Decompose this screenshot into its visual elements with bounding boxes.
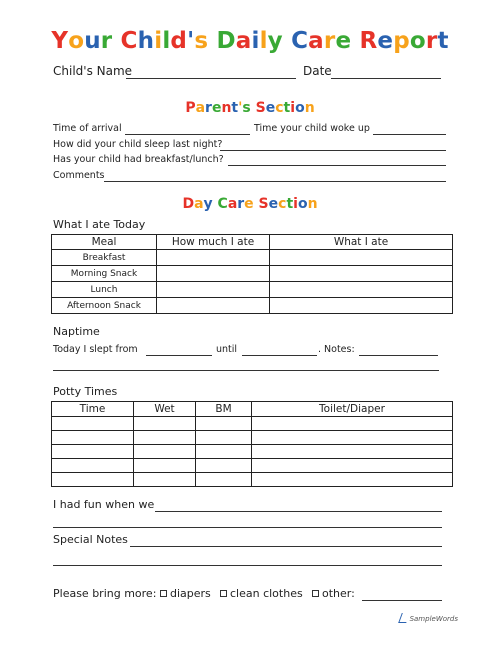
childs-name-label: Child's Name [53,64,133,78]
letter: o [409,28,426,54]
time-cell[interactable] [52,459,134,473]
bm-cell[interactable] [196,473,252,487]
letter: e [268,196,279,212]
letter: t [283,100,291,116]
meal-breakfast: Breakfast [52,250,157,266]
had-fun-line[interactable] [155,511,442,512]
toilet-diaper-cell[interactable] [252,417,453,431]
how-much-cell[interactable] [157,282,270,298]
letter: P [185,100,196,116]
table-row [52,417,453,431]
bm-cell[interactable] [196,417,252,431]
sleep-answer-line[interactable] [220,150,446,151]
checkbox-icon[interactable] [312,590,319,597]
breakfast-answer-line[interactable] [228,165,446,166]
letter: r [323,28,336,54]
letter: o [297,196,308,212]
what-ate-cell[interactable] [270,282,453,298]
bm-cell[interactable] [196,445,252,459]
wet-cell[interactable] [134,459,196,473]
bm-header: BM [196,402,252,417]
table-row [52,459,453,473]
what-ate-cell[interactable] [270,250,453,266]
letter: p [393,28,410,54]
toilet-diaper-cell[interactable] [252,459,453,473]
had-fun-line-2[interactable] [53,527,442,528]
letter: C [120,28,138,54]
bm-cell[interactable] [196,459,252,473]
bring-diapers-option[interactable] [160,587,211,600]
letter: y [267,28,283,54]
letter: s [194,28,209,54]
table-row [52,445,453,459]
had-fun-label: I had fun when we [53,498,155,511]
letter: e [377,28,394,54]
table-row [52,282,453,298]
letter: R [359,28,378,54]
meal-header: Meal [52,235,157,250]
letter: r [425,28,438,54]
letter: d [170,28,188,54]
potty-times-label: Potty Times [53,385,118,398]
letter: n [221,100,232,116]
letter: S [255,100,266,116]
letter: r [205,100,212,116]
wet-header: Wet [134,402,196,417]
until-label: until [216,344,238,355]
wet-cell[interactable] [134,445,196,459]
breakfast-question-label: Has your child had breakfast/lunch? [53,154,224,165]
bring-other-option[interactable] [312,587,355,600]
time-cell[interactable] [52,417,134,431]
meal-afternoon-snack: Afternoon Snack [52,298,157,314]
time-header: Time [52,402,134,417]
how-much-cell[interactable] [157,298,270,314]
slept-from-label: Today I slept from [53,344,138,355]
letter [208,28,216,54]
letter: C [291,28,309,54]
how-much-cell[interactable] [157,266,270,282]
letter: a [195,100,206,116]
potty-table [51,401,453,487]
childs-name-line[interactable] [126,78,296,79]
time-woke-up-label: Time your child woke up [254,123,370,134]
letter: i [290,100,296,116]
letter: a [227,196,238,212]
letter: D [182,196,195,212]
time-cell[interactable] [52,445,134,459]
meal-morning-snack: Morning Snack [52,266,157,282]
samplewords-logo [400,613,458,623]
what-ate-cell[interactable] [270,266,453,282]
wet-cell[interactable] [134,417,196,431]
table-row [52,266,453,282]
letter: C [217,196,228,212]
daycare-section-heading [0,196,500,212]
special-notes-label: Special Notes [53,533,128,546]
sleep-question-label: How did your child sleep last night? [53,139,223,150]
date-line[interactable] [331,78,441,79]
bring-clean-clothes-option[interactable] [220,587,303,600]
letter: t [286,196,294,212]
table-row [52,250,453,266]
letter: c [278,196,287,212]
toilet-diaper-header: Toilet/Diaper [252,402,453,417]
time-cell[interactable] [52,473,134,487]
letter [112,28,120,54]
letter: i [293,196,298,212]
meal-table [51,234,453,314]
bring-other-line[interactable] [362,600,442,601]
meal-table-header [52,235,453,250]
how-much-cell[interactable] [157,250,270,266]
letter: a [194,196,204,212]
page-title [0,28,500,54]
wet-cell[interactable] [134,431,196,445]
checkbox-icon[interactable] [220,590,227,597]
wet-cell[interactable] [134,473,196,487]
letter: o [295,100,305,116]
letter: i [251,28,260,54]
special-notes-line[interactable] [130,546,442,547]
letter: l [259,28,268,54]
letter: S [258,196,269,212]
bring-other-label: other: [322,587,355,600]
letter: i [154,28,163,54]
letter: r [237,196,245,212]
naptime-notes-line-2[interactable] [53,370,439,371]
comments-label: Comments [53,170,105,181]
letter: h [137,28,155,54]
letter: a [308,28,324,54]
toilet-diaper-cell[interactable] [252,431,453,445]
letter: e [335,28,352,54]
table-row [52,473,453,487]
letter: e [244,196,254,212]
bm-cell[interactable] [196,431,252,445]
letter: y [203,196,213,212]
notes-label: . Notes: [318,344,355,355]
letter: ' [187,28,195,54]
notes-line[interactable] [359,355,438,356]
time-cell[interactable] [52,431,134,445]
logo-text: SampleWords [409,615,458,623]
letter: s [242,100,251,116]
letter: Y [51,28,69,54]
what-ate-cell[interactable] [270,298,453,314]
letter [283,28,291,54]
letter: c [275,100,284,116]
slept-from-line[interactable] [146,355,212,356]
letter: n [307,196,318,212]
checkbox-icon[interactable] [160,590,167,597]
potty-table-header [52,402,453,417]
table-row [52,298,453,314]
letter: e [265,100,276,116]
letter [351,28,359,54]
time-of-arrival-label: Time of arrival [53,123,122,134]
bring-diapers-label: diapers [170,587,211,600]
letter: t [437,28,449,54]
toilet-diaper-cell[interactable] [252,473,453,487]
time-of-arrival-line[interactable] [125,134,250,135]
letter: D [216,28,236,54]
letter: t [231,100,239,116]
letter: e [211,100,222,116]
please-bring-label: Please bring more: [53,587,157,600]
special-notes-line-2[interactable] [53,565,442,566]
letter: u [84,28,101,54]
bring-clean-clothes-label: clean clothes [230,587,303,600]
meal-lunch: Lunch [52,282,157,298]
what-i-ate-header: What I ate [270,235,453,250]
comments-line[interactable] [104,181,446,182]
letter: a [235,28,252,54]
letter: l [162,28,171,54]
date-label: Date [303,64,332,78]
letter: o [68,28,85,54]
how-much-header: How much I ate [157,235,270,250]
time-woke-up-line[interactable] [373,134,446,135]
logo-icon [398,613,410,623]
letter: r [100,28,113,54]
what-i-ate-label: What I ate Today [53,218,146,231]
until-line[interactable] [242,355,317,356]
table-row [52,431,453,445]
letter: n [304,100,315,116]
parents-section-heading [0,100,500,116]
toilet-diaper-cell[interactable] [252,445,453,459]
naptime-label: Naptime [53,325,100,338]
letter: ' [238,100,243,116]
